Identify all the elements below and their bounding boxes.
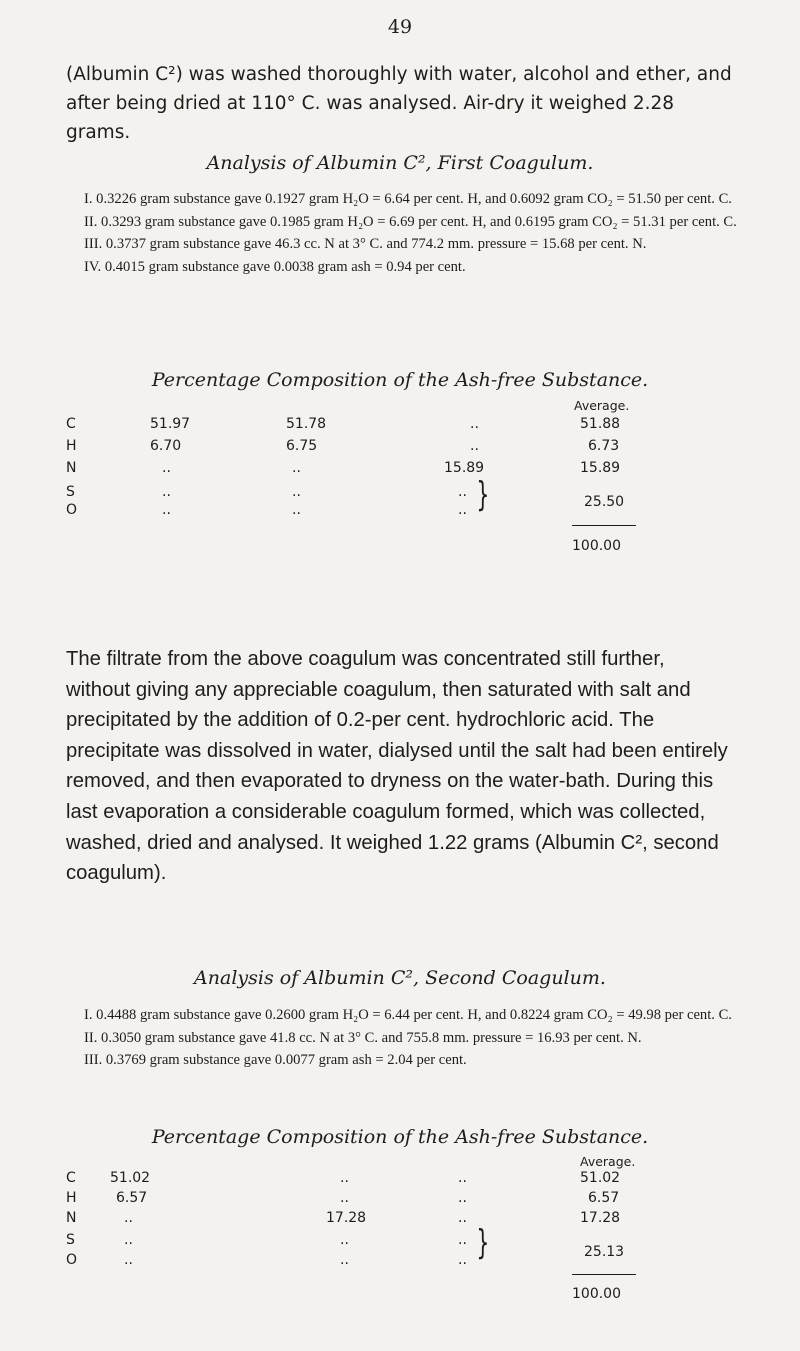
average-cell: 6.73 [588, 438, 620, 454]
table-cell: .. [340, 1190, 349, 1206]
total-rule [572, 1274, 636, 1275]
table-cell: 6.75 [286, 438, 318, 454]
table-cell: 51.78 [286, 416, 327, 432]
table-cell: .. [292, 460, 301, 476]
average-cell: 25.13 [584, 1244, 625, 1260]
average-cell: 51.02 [580, 1170, 621, 1186]
page-number: 49 [387, 16, 413, 38]
table-cell: .. [458, 502, 467, 518]
table-cell: .. [340, 1170, 349, 1186]
element-label: O [66, 502, 78, 518]
table-cell: 6.57 [116, 1190, 148, 1206]
table-cell: .. [470, 416, 479, 432]
table-cell: 6.70 [150, 438, 182, 454]
average-cell: 25.50 [584, 494, 625, 510]
element-label: C [66, 1170, 76, 1186]
table-cell: .. [162, 460, 171, 476]
second-table-heading: Percentage Composition of the Ash-free Substance. [151, 1126, 649, 1148]
second-analysis-item: I. 0.4488 gram substance gave 0.2600 gram H₂O = 6.44 per cent. H, and 0.8224 gram CO₂ = 49.98 per cent. C. [84, 1007, 732, 1023]
first-composition-table [66, 398, 734, 628]
intro-paragraph: (Albumin C²) was washed thoroughly with water, alcohol and ether, and after being dried at 110° C. was analysed. Air-dry it weighed 2.28 grams. [66, 64, 732, 143]
table-cell: .. [470, 438, 479, 454]
table-cell: .. [458, 1190, 467, 1206]
average-cell: 15.89 [580, 460, 621, 476]
table-cell: 15.89 [444, 460, 485, 476]
table-cell: .. [124, 1252, 133, 1268]
first-analysis-list [66, 188, 742, 278]
total-rule [572, 525, 636, 526]
table-cell: 17.28 [326, 1210, 367, 1226]
element-label: C [66, 416, 76, 432]
brace-icon: } [476, 1223, 490, 1263]
table-cell: .. [340, 1252, 349, 1268]
second-composition-table [66, 1154, 734, 1344]
average-header: Average. [574, 398, 630, 413]
average-cell: 6.57 [588, 1190, 620, 1206]
brace-icon: } [476, 475, 490, 515]
table-cell: 51.02 [110, 1170, 151, 1186]
second-analysis-item: II. 0.3050 gram substance gave 41.8 cc. N at 3° C. and 755.8 mm. pressure = 16.93 per cent. N. [84, 1029, 642, 1046]
table-cell: .. [458, 1252, 467, 1268]
table-cell: .. [458, 1210, 467, 1226]
table-cell: .. [292, 484, 301, 500]
table-cell: .. [162, 484, 171, 500]
element-label: N [66, 1210, 77, 1226]
element-label: N [66, 460, 77, 476]
second-analysis-list [66, 1004, 742, 1072]
average-cell: 17.28 [580, 1210, 621, 1226]
average-cell: 51.88 [580, 416, 621, 432]
total-cell: 100.00 [572, 538, 621, 554]
table-cell: .. [458, 1170, 467, 1186]
second-analysis-item: III. 0.3769 gram substance gave 0.0077 gram ash = 2.04 per cent. [84, 1052, 467, 1068]
element-label: S [66, 484, 75, 500]
element-label: H [66, 438, 77, 454]
element-label: S [66, 1232, 75, 1248]
table-cell: .. [292, 502, 301, 518]
first-analysis-item: I. 0.3226 gram substance gave 0.1927 gram H₂O = 6.64 per cent. H, and 0.6092 gram CO₂ = 51.50 per cent. C. [84, 191, 732, 207]
first-analysis-item: II. 0.3293 gram substance gave 0.1985 gram H₂O = 6.69 per cent. H, and 0.6195 gram CO₂ = 51.31 per cent. C. [84, 213, 737, 230]
first-analysis-item: III. 0.3737 gram substance gave 46.3 cc. N at 3° C. and 774.2 mm. pressure = 15.68 per cent. N. [84, 236, 647, 252]
table-cell: .. [458, 1232, 467, 1248]
total-cell: 100.00 [572, 1286, 621, 1302]
first-analysis-item: IV. 0.4015 gram substance gave 0.0038 gram ash = 0.94 per cent. [84, 258, 466, 275]
table-cell: 51.97 [150, 416, 191, 432]
element-label: O [66, 1252, 78, 1268]
second-analysis-heading: Analysis of Albumin C², Second Coagulum. [194, 967, 606, 989]
element-label: H [66, 1190, 77, 1206]
first-analysis-heading: Analysis of Albumin C², First Coagulum. [206, 152, 594, 174]
table-cell: .. [124, 1232, 133, 1248]
table-cell: .. [162, 502, 171, 518]
table-cell: .. [124, 1210, 133, 1226]
table-cell: .. [458, 484, 467, 500]
first-table-heading: Percentage Composition of the Ash-free Substance. [151, 369, 649, 391]
average-header: Average. [580, 1154, 636, 1169]
body-paragraph: The filtrate from the above coagulum was concentrated still further, without giving any appreciable coagulum, then saturated with salt and precipitated by the addition of 0.2-per cent. hydrochloric acid. The precipitate was dissolved in water, dialysed until the salt had been entirely removed, and then evaporated to dryness on the water-bath. During this last evaporation a considerable coagulum formed, which was collected, washed, dried and analysed. It weighed 1.22 grams (Albumin C², second coagulum). [66, 648, 728, 885]
table-cell: .. [340, 1232, 349, 1248]
